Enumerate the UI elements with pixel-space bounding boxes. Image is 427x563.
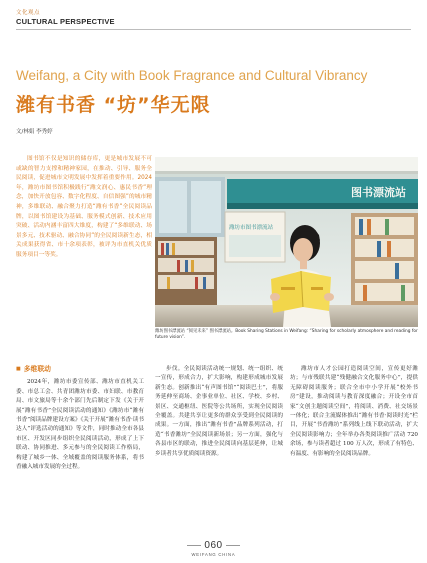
- section-tag-en: CULTURAL PERSPECTIVE: [16, 17, 115, 26]
- lead-text: 图书馆不仅是知识的储存库，更是城市发展不可或缺的智力支撑和精神家园，在推动、引导、服务全民阅读，促进城市文明发展中发挥着重要作用。2024年，潍坊市图书馆积极践行“潍文润心、惠民书香”理念，加快开放包容、数字化程度、自信图强”的城市精神，多维联动、融合聚力打造“潍有书香”全民阅读品牌，以图书馆建设为基础、服务模式创新、技术应用突破、活动内涵丰富四大维度，构建了“多维联动、场景多元、技术驱动、融合协同”的全民阅读新生态，相关成果获得省、市十余项表彰，被评为市直机关优质服务项目一等奖。: [16, 156, 152, 258]
- body-column-1: [16, 365, 144, 472]
- article-photo: [155, 157, 418, 327]
- body-text-2: 步伐。全民阅读活动统一规划、统一组织、统一宣传，形成合力，扩大影响，构建形成城市发展新生态。创新推出“有声图书馆”“阅读巴士”，将服务延伸至商场、企事业单位、社区、学校、乡村、景区、交通枢纽、医院等公共场所，实现全民阅读全覆盖。共建共享让更多的群众享受到全民阅读的成果。一方面，推出“潍有书香”品牌系列活动，打造“书香潍坊”全民阅读新场景；另一方面，强化与各县市区的联动，推进全民阅读向基层延伸，让城乡读者共享优质阅读资源。: [155, 366, 283, 457]
- top-divider: [16, 29, 411, 30]
- body-text-1: 2024年，潍坊市委宣传部、潍坊市直机关工委、市总工会、共青团潍坊市委、市妇联、市教育局、市文旅局等十余个部门先后制定下发《关于开展“潍有书香”全民阅读活动的通知》《潍坊市“潍有书香”阅读品牌建设方案》《关于开展“潍有书香·读书达人”评选活动的通知》等文件，同时推动全市各县市区、开发区同步组织全民阅读活动，形成了上下联动、协同推进、多元参与的全民阅读工作格局，构建了城乡一体、全域覆盖的阅读服务体系，将书香融入城市发展的全过程。: [16, 379, 144, 471]
- article-title-cn: 潍有书香 “坊”华无限: [16, 94, 211, 116]
- page-number: 060: [204, 540, 223, 551]
- footer-rule-left: [187, 545, 201, 546]
- page-number-row: [0, 540, 427, 551]
- photo-caption: 潍坊图书漂流站 “阅见未来” 图书漂流站。Book Sharing Stations in Weifang: “Sharing for scholarly atmosphere and reading for future vision”.: [155, 329, 418, 340]
- section-heading: ■ 多维联动: [16, 365, 144, 374]
- photo-sign-text: 潍坊市图书漂流站: [229, 225, 274, 231]
- lead-paragraph: [16, 155, 152, 261]
- photo-banner-text: 图书漂流站: [351, 186, 406, 199]
- body-text-3: 潍坊市人才公园打造阅读空间，宣传更好潍坊；与市残联共建“残健融合文化服务中心”，提供无障碍阅读服务；联合全市中小学开展“校外书房”建设，推动阅读与教育深度融合；开设全市首家“文创主题阅读空间”，将阅读、消费、社交场景一体化；联合主流媒体推出“潍有书香·阅读时光”栏目，开展“书香潍坊”系列线上线下联动活动，扩大全民阅读影响力；全年举办各类阅读推广活动 720 余场，参与读者超过 100 万人次，形成了有特色、有温度、有影响的全民阅读品牌。: [290, 366, 418, 457]
- magazine-name: WEIFANG CHINA: [191, 552, 236, 557]
- page-footer: [0, 540, 427, 557]
- section-tag: [16, 8, 115, 26]
- article-title-en: Weifang, a City with Book Fragrance and Cultural Vibrancy: [16, 68, 368, 83]
- reading-station-photo: [155, 157, 418, 327]
- body-column-2: [155, 365, 283, 459]
- author-byline: 文/林娟 李秀婷: [16, 129, 53, 135]
- footer-rule-right: [226, 545, 240, 546]
- body-column-3: [290, 365, 418, 459]
- section-tag-cn: 文化观点: [16, 10, 41, 16]
